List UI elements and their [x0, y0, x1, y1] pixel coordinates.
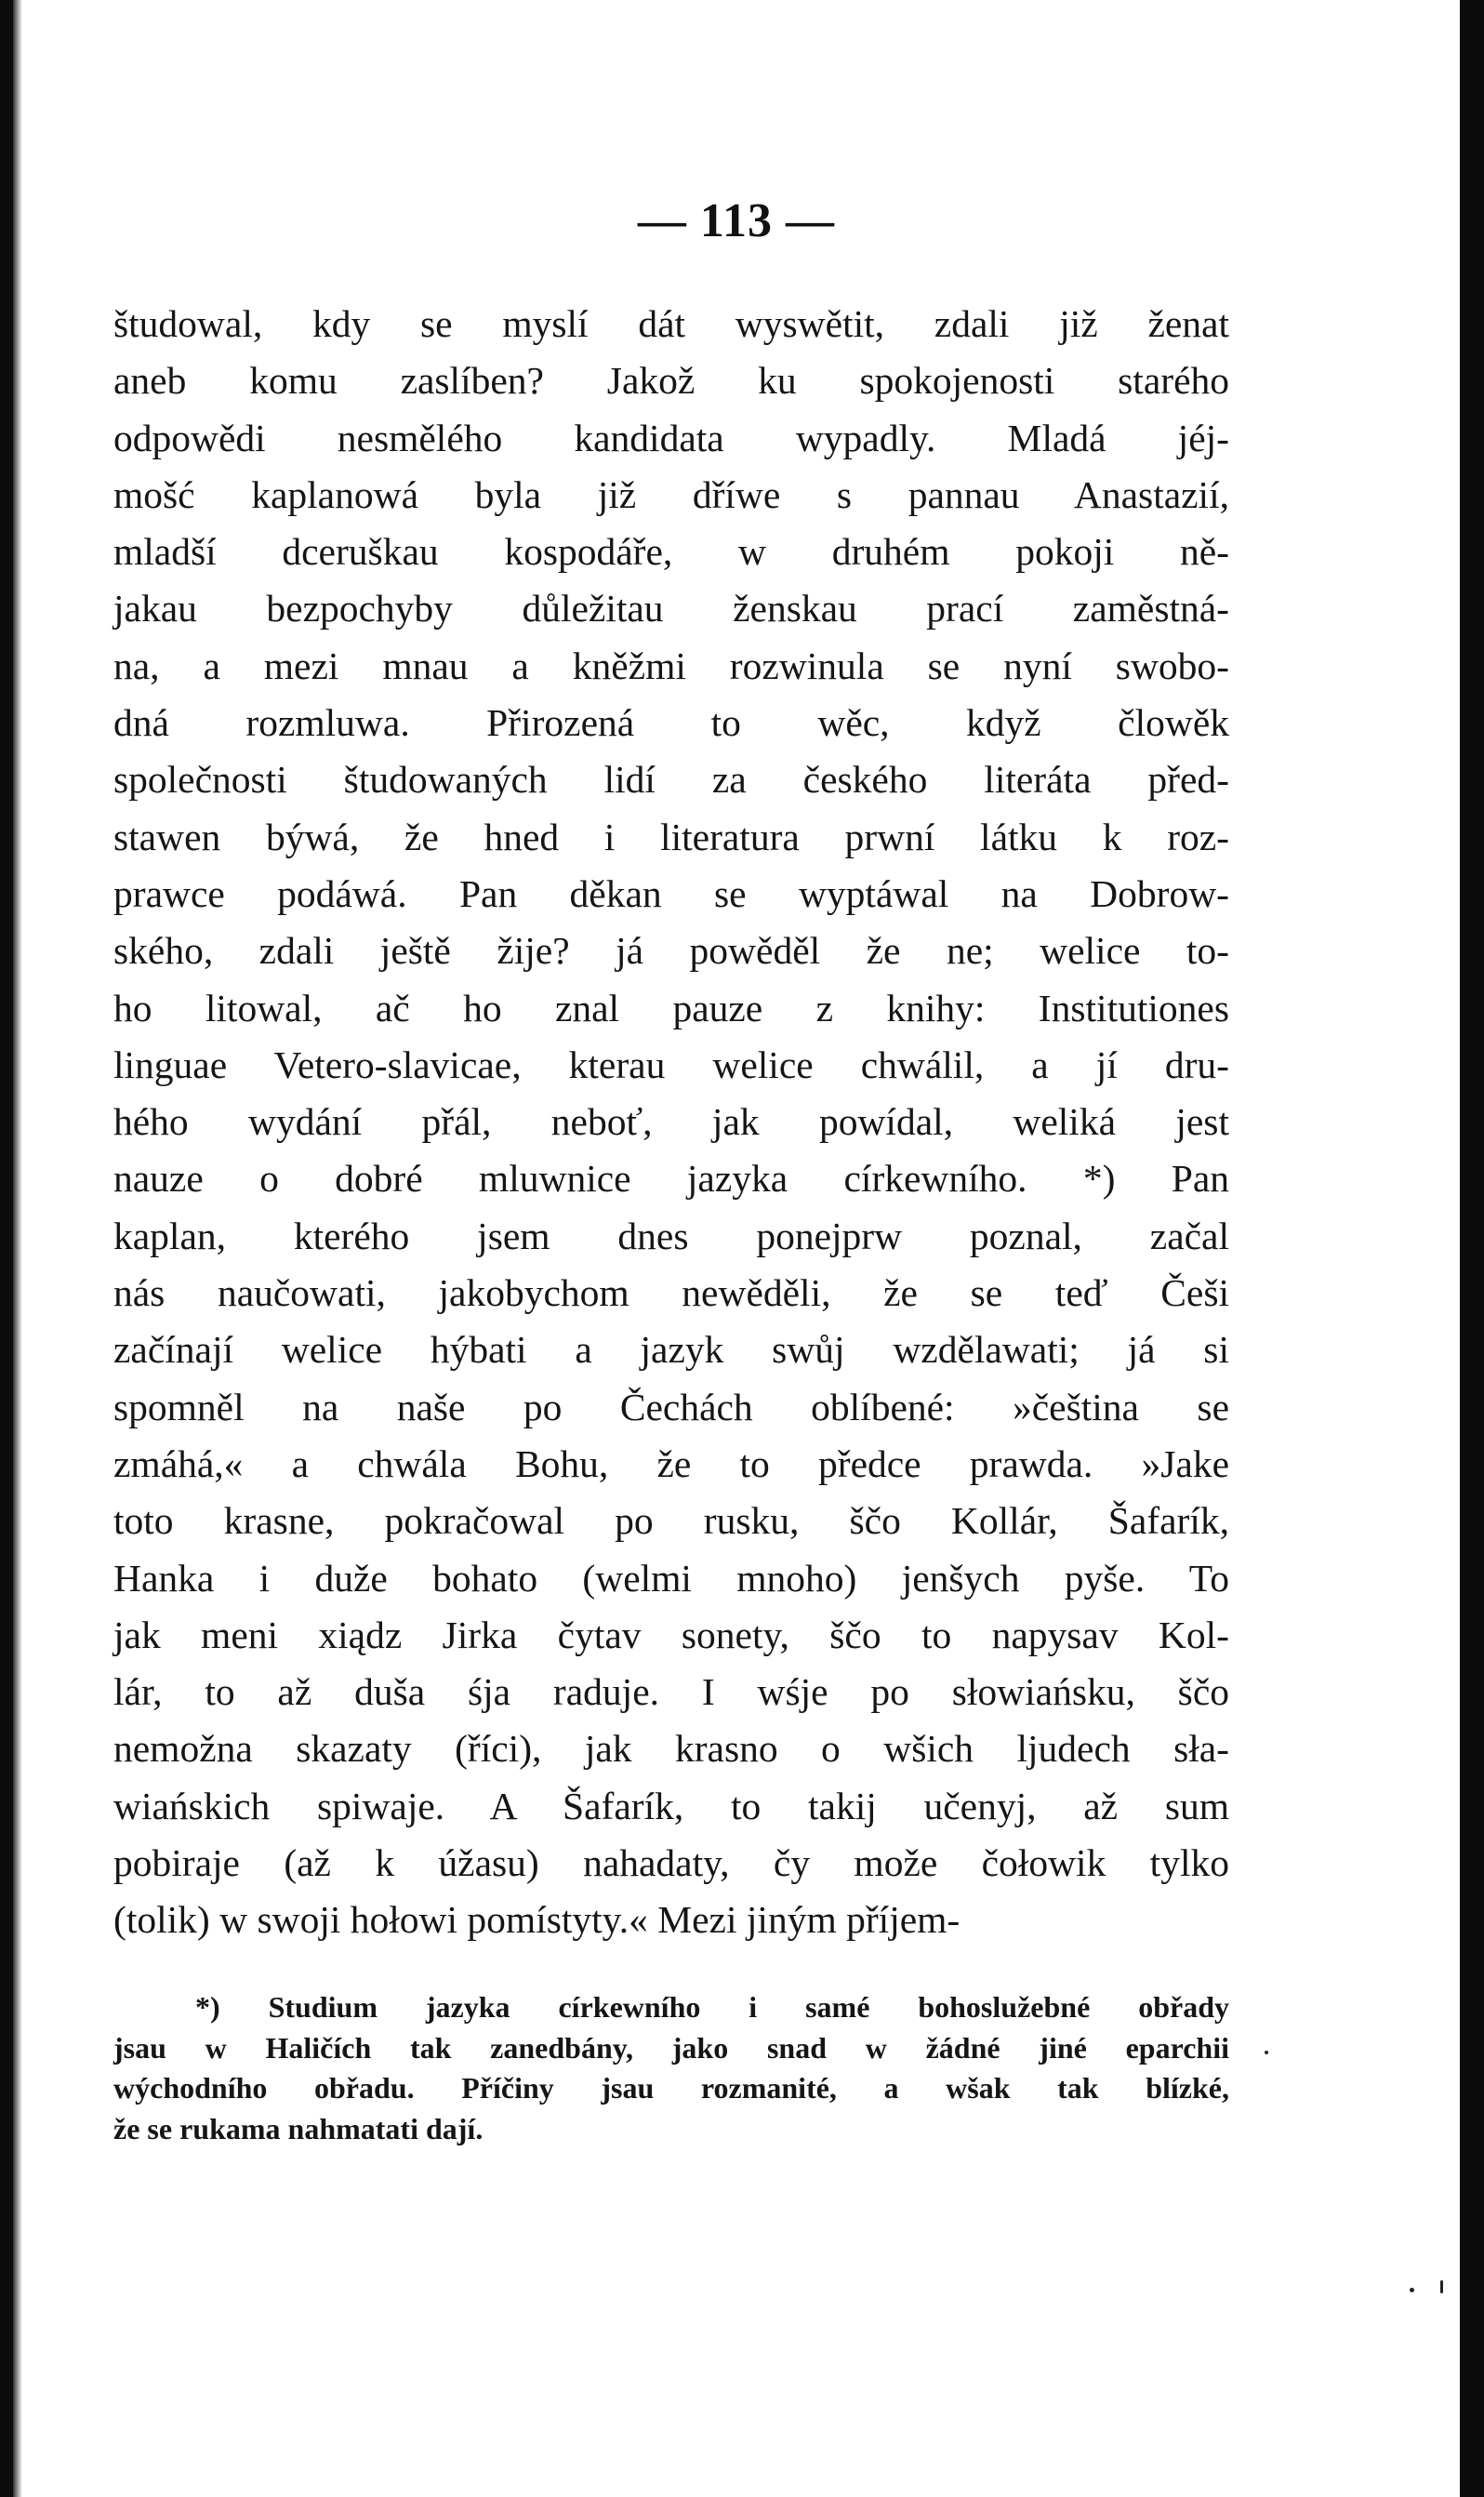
body-line: jakau bezpochyby důležitau ženskau prací zaměstná-	[113, 587, 1229, 631]
body-line: mošć kaplanowá byla již dříwe s pannau Anastazií,	[113, 472, 1229, 516]
paper-speck	[1265, 2051, 1268, 2054]
body-line: nemožna skazaty (říci), jak krasno o wšich ljudech sła-	[113, 1727, 1229, 1771]
body-line: kaplan, kterého jsem dnes ponejprw poznal, začal	[113, 1214, 1229, 1257]
body-line: stawen býwá, že hned i literatura prwní látku k roz-	[113, 815, 1229, 858]
body-line: nauze o dobré mluwnice jazyka církewního. *) Pan	[113, 1157, 1229, 1201]
body-line: toto krasne, pokračowal po rusku, ščo Kollár, Šafarík,	[113, 1499, 1229, 1543]
footnote-line: *) Studium jazyka církewního i samé bohoslužebné obřady	[195, 1990, 1229, 2024]
footnote-line: wýchodního obřadu. Příčiny jsau rozmanité, a wšak tak blízké,	[113, 2071, 1229, 2105]
body-line: začínají welice hýbati a jazyk swůj wzdělawati; já si	[113, 1328, 1229, 1372]
body-line: lár, to až duša śja raduje. I wśje po słowiańsku, ščo	[113, 1670, 1229, 1714]
body-line: společnosti študowaných lidí za českého literáta před-	[113, 758, 1229, 802]
body-line: nás naučowati, jakobychom newěděli, že se teď Češi	[113, 1271, 1229, 1315]
body-line: jak meni xiądz Jirka čytav sonety, ščo to napysav Kol-	[113, 1613, 1229, 1656]
body-line: zmáhá,« a chwála Bohu, že to předce prawda. »Jake	[113, 1441, 1229, 1485]
body-line: Hanka i duže bohato (welmi mnoho) jenšych pyše. To	[113, 1556, 1229, 1600]
paper-speck	[1440, 2280, 1443, 2293]
body-line: hého wydání přál, neboť, jak powídal, weliká jest	[113, 1100, 1229, 1144]
paper-speck	[1410, 2288, 1414, 2292]
body-line: odpowědi nesmělého kandidata wypadly. Mladá jéj-	[113, 416, 1229, 459]
page-edge-shadow	[13, 0, 22, 2497]
body-line: linguae Vetero-slavicae, kterau welice chwálil, a jí dru-	[113, 1043, 1229, 1086]
body-line: študowal, kdy se myslí dát wyswětit, zdali již ženat	[113, 302, 1229, 345]
body-line: spomněl na naše po Čechách oblíbené: »čeština se	[113, 1385, 1229, 1428]
body-line: (tolik) w swoji hołowi pomístyty.« Mezi jiným příjem-	[113, 1898, 961, 1942]
body-line: ho litowal, ač ho znal pauze z knihy: Institutiones	[113, 986, 1229, 1029]
book-page	[13, 0, 1460, 2497]
body-line: aneb komu zaslíben? Jakož ku spokojenosti starého	[113, 359, 1229, 403]
body-line: dná rozmluwa. Přirozená to wěc, když člowěk	[113, 701, 1229, 745]
body-line: prawce podáwá. Pan děkan se wyptáwal na Dobrow-	[113, 871, 1229, 915]
body-line: wiańskich spiwaje. A Šafarík, to takij učenyj, až sum	[113, 1784, 1229, 1827]
footnote-line: jsau w Haličích tak zanedbány, jako snad w žádné jiné eparchii	[113, 2030, 1229, 2065]
body-line: mladší dceruškau kospodáře, w druhém pokoji ně-	[113, 530, 1229, 574]
body-line: na, a mezi mnau a kněžmi rozwinula se nyní swobo-	[113, 644, 1229, 687]
body-line: ského, zdali ještě žije? já powěděl že ne; welice to-	[113, 929, 1229, 973]
body-line: pobiraje (až k úžasu) nahadaty, čy može čołowik tylko	[113, 1841, 1229, 1885]
page-number: — 113 —	[637, 194, 836, 247]
footnote	[113, 1987, 1229, 2150]
body-text	[113, 296, 1229, 1949]
footnote-line: že se rukama nahmatati dají.	[113, 2112, 484, 2146]
